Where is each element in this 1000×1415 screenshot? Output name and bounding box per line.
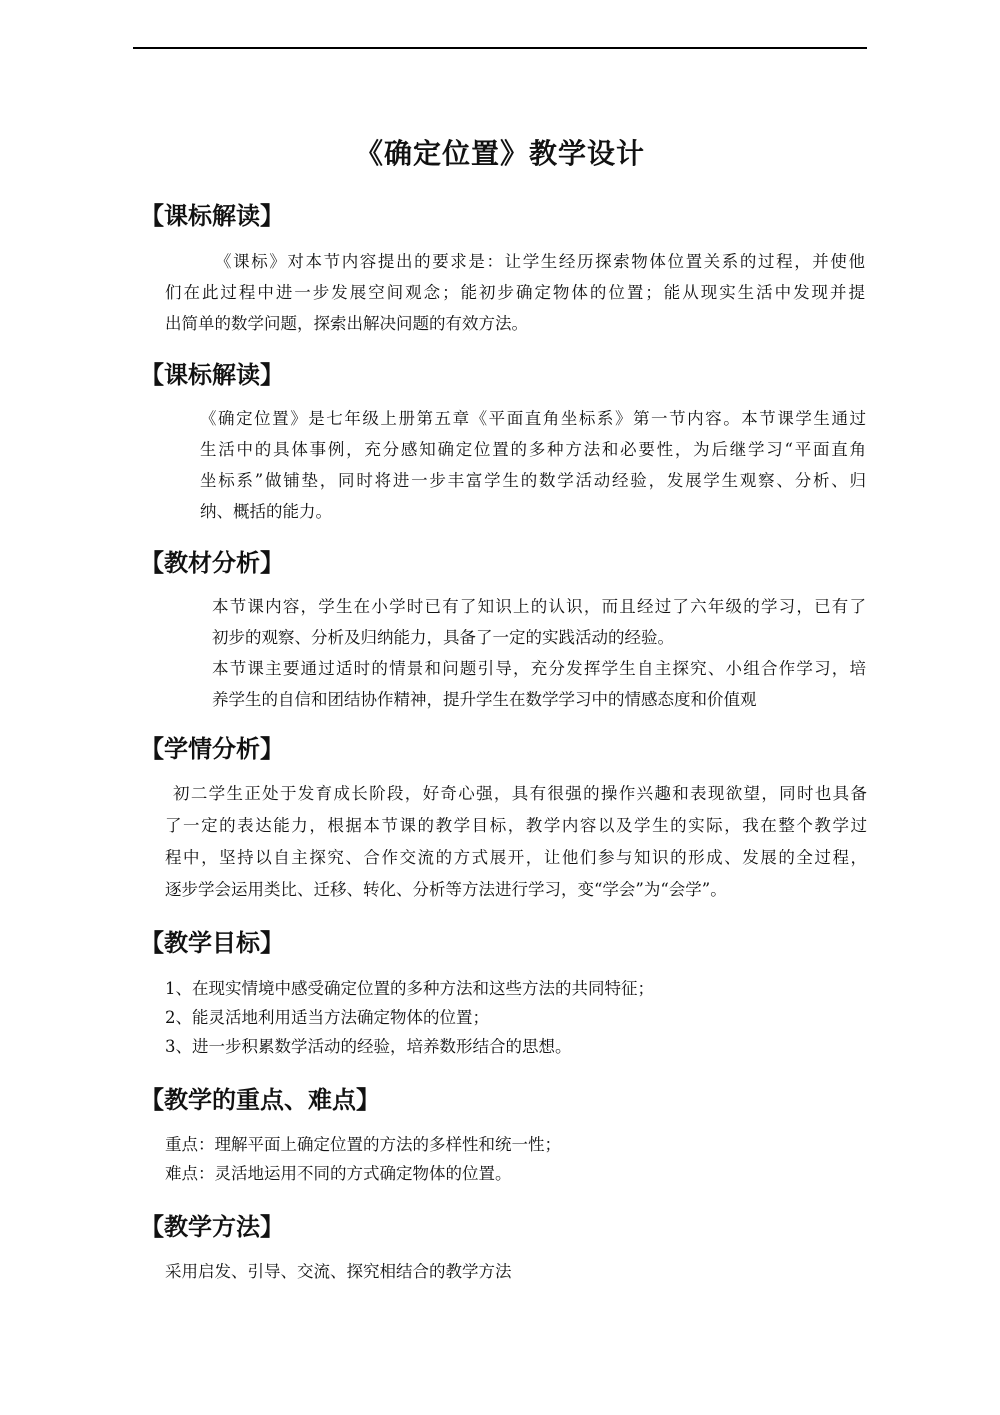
document-title: 《确定位置》教学设计: [354, 137, 645, 170]
paragraph-line: 生活中的具体事例，充分感知确定位置的多种方法和必要性，为后继学习“平面直角: [200, 440, 866, 459]
paragraph-line: 程中，坚持以自主探究、合作交流的方式展开，让他们参与知识的形成、发展的全过程，: [165, 848, 867, 867]
section-heading-curriculum-2: 【课标解读】: [140, 361, 284, 389]
paragraph-line: 了一定的表达能力，根据本节课的教学目标，教学内容以及学生的实际，我在整个教学过: [165, 816, 867, 835]
curriculum-paragraph: [165, 246, 865, 339]
paragraph-line: 《课标》对本节内容提出的要求是：让学生经历探索物体位置关系的过程，并使他: [215, 252, 865, 271]
paragraph-line: 出简单的数学问题，探索出解决问题的有效方法。: [165, 314, 528, 333]
textbook-analysis-paragraph: [212, 591, 866, 715]
paragraph-line: 本节课内容，学生在小学时已有了知识上的认识，而且经过了六年级的学习，已有了: [212, 597, 866, 616]
list-item: 重点：理解平面上确定位置的方法的多样性和统一性；: [165, 1135, 561, 1154]
paragraph-line: 坐标系”做铺垫，同时将进一步丰富学生的数学活动经验，发展学生观察、分析、归: [200, 471, 866, 490]
paragraph-line: 初二学生正处于发育成长阶段，好奇心强，具有很强的操作兴趣和表现欲望，同时也具备: [173, 784, 867, 803]
list-item: 难点：灵活地运用不同的方式确定物体的位置。: [165, 1164, 512, 1183]
list-item: 3、进一步积累数学活动的经验，培养数形结合的思想。: [165, 1037, 572, 1056]
paragraph-line: 逐步学会运用类比、迁移、转化、分析等方法进行学习，变“学会”为“会学”。: [165, 880, 727, 899]
list-item: 采用启发、引导、交流、探究相结合的教学方法: [165, 1262, 512, 1281]
section-heading-curriculum: 【课标解读】: [140, 202, 284, 230]
list-item: 1、在现实情境中感受确定位置的多种方法和这些方法的共同特征；: [165, 979, 654, 998]
list-item: 2、能灵活地利用适当方法确定物体的位置；: [165, 1008, 489, 1027]
objectives-list: [165, 974, 654, 1061]
student-analysis-paragraph: [165, 778, 867, 906]
paragraph-line: 本节课主要通过适时的情景和问题引导，充分发挥学生自主探究、小组合作学习，培: [212, 659, 866, 678]
methods-list: [165, 1257, 512, 1286]
section-heading-teaching-methods: 【教学方法】: [140, 1213, 284, 1241]
content-paragraph: [200, 403, 866, 527]
paragraph-line: 《确定位置》是七年级上册第五章《平面直角坐标系》第一节内容。本节课学生通过: [200, 409, 866, 428]
key-points-list: [165, 1130, 561, 1188]
paragraph-line: 们在此过程中进一步发展空间观念；能初步确定物体的位置；能从现实生活中发现并提: [165, 283, 865, 302]
paragraph-line: 养学生的自信和团结协作精神，提升学生在数学学习中的情感态度和价值观: [212, 690, 757, 709]
section-heading-textbook-analysis: 【教材分析】: [140, 549, 284, 577]
paragraph-line: 纳、概括的能力。: [200, 502, 332, 521]
header-rule: [133, 47, 867, 49]
section-heading-student-analysis: 【学情分析】: [140, 735, 284, 763]
section-heading-teaching-objectives: 【教学目标】: [140, 929, 284, 957]
paragraph-line: 初步的观察、分析及归纳能力，具备了一定的实践活动的经验。: [212, 628, 674, 647]
section-heading-key-points: 【教学的重点、难点】: [140, 1086, 380, 1114]
